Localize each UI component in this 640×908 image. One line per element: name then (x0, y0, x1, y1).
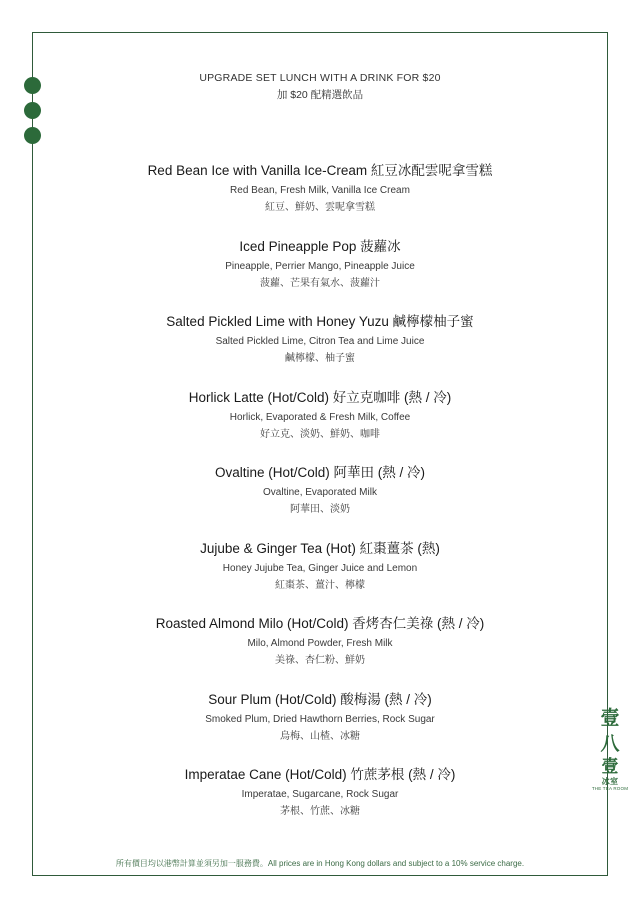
menu-item (32, 236, 608, 312)
logo-char-3: 壹 (601, 757, 619, 777)
menu-item (32, 311, 608, 387)
menu-item (32, 160, 608, 236)
item-title: Imperatae Cane (Hot/Cold) 竹蔗茅根 (熱 / 冷) (184, 767, 456, 782)
item-title: Horlick Latte (Hot/Cold) 好立克咖啡 (熱 / 冷) (188, 389, 452, 405)
tea-room-logo (590, 705, 630, 805)
menu-item (32, 689, 608, 765)
item-description-chinese: 阿華田、淡奶 (290, 504, 350, 515)
menu-item (32, 462, 608, 538)
logo-small-chinese: 冰室 (601, 777, 619, 786)
item-description-chinese: 菠蘿、芒果有氣水、菠蘿汁 (260, 277, 380, 289)
item-description: Milo, Almond Powder, Fresh Milk (247, 638, 393, 649)
item-description: Horlick, Evaporated & Fresh Milk, Coffee (229, 411, 411, 423)
item-title: Red Bean Ice with Vanilla Ice-Cream 紅豆冰配雲呢拿雪糕 (147, 163, 493, 178)
drink-menu-list (32, 160, 608, 840)
footer-note: 所有價目均以港幣計算並須另加一服務費。All prices are in Hong Kong dollars and subject to a 10% service charge. (115, 859, 525, 868)
item-description: Imperatae, Sugarcane, Rock Sugar (241, 789, 399, 800)
menu-header (0, 70, 640, 104)
item-title: Roasted Almond Milo (Hot/Cold) 香烤杏仁美祿 (熱 / 冷) (155, 616, 485, 631)
item-description-chinese: 茅根、竹蔗、冰糖 (280, 806, 360, 817)
item-description-chinese: 鹹檸檬、柚子蜜 (285, 353, 355, 364)
item-description-chinese: 紅豆、鮮奶、雲呢拿雪糕 (265, 202, 375, 213)
item-description-chinese: 烏梅、山楂、冰糖 (280, 730, 360, 742)
item-description-chinese: 紅棗茶、薑汁、檸檬 (275, 579, 365, 591)
item-title: Sour Plum (Hot/Cold) 酸梅湯 (熱 / 冷) (208, 691, 432, 707)
item-description-chinese: 好立克、淡奶、鮮奶、咖啡 (260, 428, 380, 440)
item-title: Ovaltine (Hot/Cold) 阿華田 (熱 / 冷) (214, 465, 426, 480)
item-description: Smoked Plum, Dried Hawthorn Berries, Rock Sugar (205, 713, 435, 725)
item-description: Honey Jujube Tea, Ginger Juice and Lemon (222, 562, 418, 574)
item-title: Jujube & Ginger Tea (Hot) 紅棗薑茶 (熱) (200, 540, 440, 556)
menu-item (32, 387, 608, 463)
logo-char-2: 八 (600, 733, 620, 755)
item-description: Pineapple, Perrier Mango, Pineapple Juice (225, 260, 415, 272)
logo-char-1: 壹 (600, 707, 620, 729)
menu-item (32, 538, 608, 614)
item-description: Salted Pickled Lime, Citron Tea and Lime Juice (215, 336, 425, 347)
logo-subtitle: THE TEA ROOM (591, 786, 629, 791)
green-dot-2 (24, 102, 41, 119)
header-english: UPGRADE SET LUNCH WITH A DRINK FOR $20 (199, 72, 441, 84)
item-title: Iced Pineapple Pop 菠蘿冰 (239, 238, 401, 254)
item-title: Salted Pickled Lime with Honey Yuzu 鹹檸檬柚子蜜 (166, 314, 474, 329)
header-chinese: 加 $20 配精選飲品 (276, 89, 364, 101)
menu-item (32, 764, 608, 840)
menu-item (32, 613, 608, 689)
item-description: Ovaltine, Evaporated Milk (263, 487, 377, 498)
item-description-chinese: 美祿、杏仁粉、鮮奶 (275, 655, 365, 666)
item-description: Red Bean, Fresh Milk, Vanilla Ice Cream (230, 185, 410, 196)
green-dot-3 (24, 127, 41, 144)
